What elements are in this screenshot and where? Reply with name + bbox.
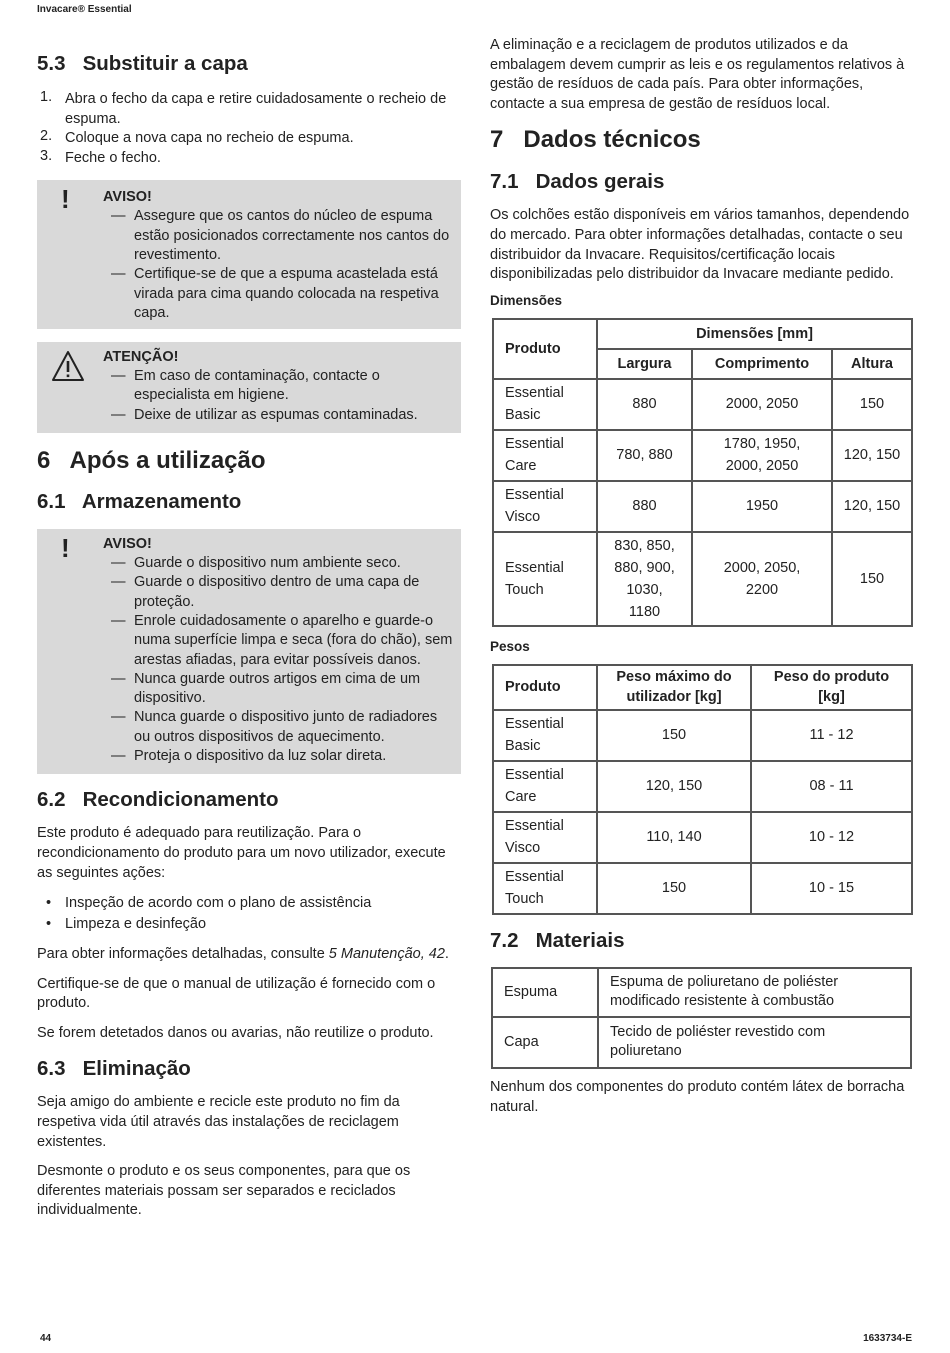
section-number: 6 (37, 447, 51, 475)
column-header: Altura (832, 349, 912, 379)
section-number: 7 (490, 126, 504, 154)
notice-list (103, 554, 453, 766)
list-item: — Deixe de utilizar as espumas contaminadas. (111, 406, 418, 423)
dimensions-label: Dimensões (490, 292, 563, 308)
section-7-1-heading (490, 170, 913, 194)
section-6-3-heading (37, 1057, 461, 1081)
exclamation-icon: ! (61, 184, 70, 215)
column-header: Comprimento (692, 349, 832, 379)
weights-table (492, 664, 913, 915)
list-item: — Nunca guarde outros artigos em cima de um dispositivo. (111, 670, 421, 707)
document-number: 1633734-E (863, 1333, 912, 1344)
table-header-row (493, 319, 912, 349)
section-title: Armazenamento (81, 490, 242, 514)
section-number: 7.1 (490, 170, 519, 194)
left-column (37, 36, 461, 1231)
section-7-heading (490, 126, 913, 154)
list-item: 2. Coloque a nova capa no recheio de espuma. (40, 128, 354, 147)
list-item: • Limpeza e desinfeção (46, 916, 207, 933)
bullet-list (37, 893, 461, 935)
list-item: — Assegure que os cantos do núcleo de espuma estão posicionados correctamente nos cantos do revestimento. (111, 208, 450, 263)
page-number: 44 (40, 1333, 52, 1344)
column-header: Produto (493, 319, 597, 379)
column-header: Dimensões [mm] (597, 319, 912, 349)
paragraph: Este produto é adequado para reutilização. Para o recondicionamento do produto para um novo utilizador, execute as seguintes ações: (37, 825, 446, 881)
notice-storage-box (37, 529, 461, 774)
table-row: Essential Care 120, 150 08 - 11 (493, 761, 912, 812)
paragraph: Desmonte o produto e os seus componentes, para que os diferentes materiais possam ser separados e reciclados individualmente. (37, 1163, 411, 1219)
section-number: 5.3 (37, 52, 66, 75)
section-title: Eliminação (82, 1057, 191, 1081)
paragraph: Para obter informações detalhadas, consulte 5 Manutenção, 42. (37, 946, 449, 963)
list-item: • Inspeção de acordo com o plano de assistência (46, 895, 372, 912)
section-6-2-heading (37, 788, 461, 812)
running-header: Invacare® Essential (37, 4, 132, 15)
paragraph: Certifique-se de que o manual de utilização é fornecido com o produto. (37, 975, 436, 1012)
list-item: — Proteja o dispositivo da luz solar direta. (111, 748, 387, 765)
section-6-heading (37, 447, 461, 475)
column-header: Produto (493, 665, 597, 710)
list-item: — Certifique-se de que a espuma acastelada está virada para cima quando colocada na respetiva capa. (111, 266, 439, 321)
section-title: Substituir a capa (82, 52, 248, 75)
list-item: — Nunca guarde o dispositivo junto de radiadores ou outros dispositivos de aquecimento. (111, 709, 438, 745)
column-header: Peso máximo do utilizador [kg] (597, 665, 751, 710)
list-item: 3. Feche o fecho. (40, 147, 161, 166)
notice-atencao-box (37, 342, 461, 433)
table-header-row (493, 665, 912, 710)
column-header: Largura (597, 349, 692, 379)
section-title: Dados técnicos (523, 126, 701, 154)
section-title: Materiais (535, 928, 625, 952)
exclamation-icon: ! (61, 533, 70, 564)
notice-title: AVISO! (103, 536, 152, 553)
section-number: 6.1 (37, 490, 66, 514)
list-item: — Em caso de contaminação, contacte o especialista em higiene. (111, 368, 380, 404)
dimensions-table (492, 318, 913, 627)
section-number: 7.2 (490, 928, 519, 952)
notice-aviso-box (37, 180, 461, 329)
list-item: — Enrole cuidadosamente o aparelho e guarde-o numa superfície limpa e seca (fora do chão), sem arestas afiadas, para evitar possíveis danos. (111, 612, 453, 668)
paragraph: Os colchões estão disponíveis em vários tamanhos, dependendo do mercado. Para obter informações detalhadas, contacte o seu distribuidor da Invacare. Requisitos/certificação locais disponibilizadas pelo distribuidor da Invacare mediante pedido. (490, 207, 910, 283)
table-row: Essential Visco 880 1950 120, 150 (493, 481, 912, 532)
list-item: — Guarde o dispositivo dentro de uma capa de proteção. (111, 574, 420, 610)
notice-title: ATENÇÃO! (103, 349, 179, 366)
table-row: Essential Basic 880 2000, 2050 150 (493, 379, 912, 430)
table-row: Capa Tecido de poliéster revestido com poliuretano (492, 1017, 911, 1068)
table-row: Essential Touch 150 10 - 15 (493, 863, 912, 914)
notice-title: AVISO! (103, 189, 152, 206)
section-number: 6.3 (37, 1057, 66, 1081)
section-title: Dados gerais (535, 170, 665, 194)
section-7-2-heading (490, 929, 913, 953)
table-row: Essential Care 780, 880 1780, 1950, 2000, 2050 120, 150 (493, 430, 912, 481)
table-row: Essential Visco 110, 140 10 - 12 (493, 812, 912, 863)
paragraph: A eliminação e a reciclagem de produtos utilizados e da embalagem devem cumprir as leis e os regulamentos relativos à gestão de resíduos de cada país. Para obter informações, contacte a sua empresa de gestão de resíduos local. (490, 37, 905, 112)
column-header: Peso do produto [kg] (751, 665, 912, 710)
steps-list (37, 90, 461, 168)
paragraph: Seja amigo do ambiente e recicle este produto no fim da respetiva vida útil através das instalações de reciclagem existentes. (37, 1094, 400, 1150)
table-row: Essential Basic 150 11 - 12 (493, 710, 912, 761)
warning-triangle-icon (51, 350, 85, 382)
section-6-1-heading (37, 490, 461, 514)
right-column (490, 36, 913, 1127)
list-item: — Guarde o dispositivo num ambiente seco. (111, 555, 401, 572)
paragraph: Nenhum dos componentes do produto contém látex de borracha natural. (490, 1078, 905, 1115)
section-5-3-heading (37, 52, 461, 76)
paragraph: Se forem detetados danos ou avarias, não reutilize o produto. (37, 1024, 434, 1041)
materials-table (491, 967, 912, 1069)
cross-reference-link[interactable]: 5 Manutenção, 42 (328, 946, 445, 963)
table-row: Espuma Espuma de poliuretano de poliéster modificado resistente à combustão (492, 968, 911, 1017)
section-number: 6.2 (37, 788, 66, 812)
list-item: 1. Abra o fecho da capa e retire cuidadosamente o recheio de espuma. (40, 89, 447, 127)
table-row: Essential Touch 830, 850, 880, 900, 1030, 1180 2000, 2050, 2200 150 (493, 532, 912, 626)
notice-list (103, 367, 453, 425)
notice-list (103, 207, 453, 323)
weights-label: Pesos (490, 638, 530, 654)
section-title: Após a utilização (69, 447, 266, 475)
section-title: Recondicionamento (82, 788, 279, 812)
